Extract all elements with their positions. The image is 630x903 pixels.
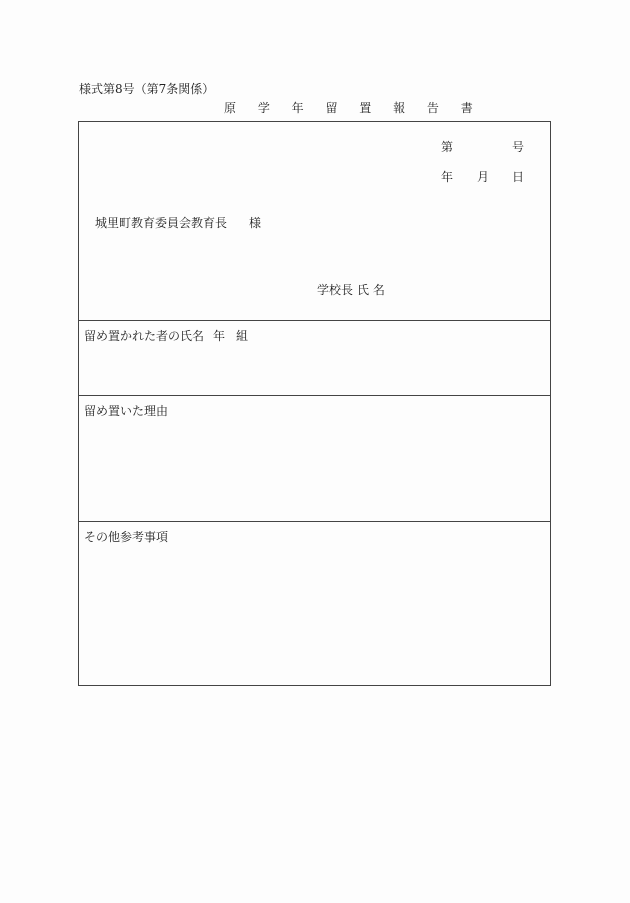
date-day-label: 日 bbox=[512, 170, 525, 184]
reason-row[interactable] bbox=[79, 395, 550, 521]
class-label: 組 bbox=[236, 329, 249, 343]
report-form-frame bbox=[78, 121, 551, 686]
document-number-suffix: 号 bbox=[512, 140, 525, 154]
other-notes-label: その他参考事項 bbox=[84, 530, 169, 544]
student-name-label: 留め置かれた者の氏名 bbox=[84, 329, 205, 343]
other-notes-row[interactable] bbox=[79, 521, 550, 685]
student-name-row[interactable] bbox=[79, 320, 550, 395]
date-year-label: 年 bbox=[441, 170, 454, 184]
principal-name-label: 氏 名 bbox=[357, 283, 385, 297]
date-month-label: 月 bbox=[477, 170, 490, 184]
form-number: 様式第8号（第7条関係） bbox=[79, 82, 215, 96]
document-number-label: 第 bbox=[441, 140, 454, 154]
document-title: 原 学 年 留 置 報 告 書 bbox=[224, 101, 482, 115]
principal-label: 学校長 bbox=[317, 283, 354, 297]
header-section bbox=[79, 122, 550, 320]
grade-label: 年 bbox=[213, 329, 226, 343]
addressee-honorific: 様 bbox=[249, 216, 262, 230]
reason-label: 留め置いた理由 bbox=[84, 404, 169, 418]
addressee: 城里町教育委員会教育長 bbox=[95, 216, 228, 230]
